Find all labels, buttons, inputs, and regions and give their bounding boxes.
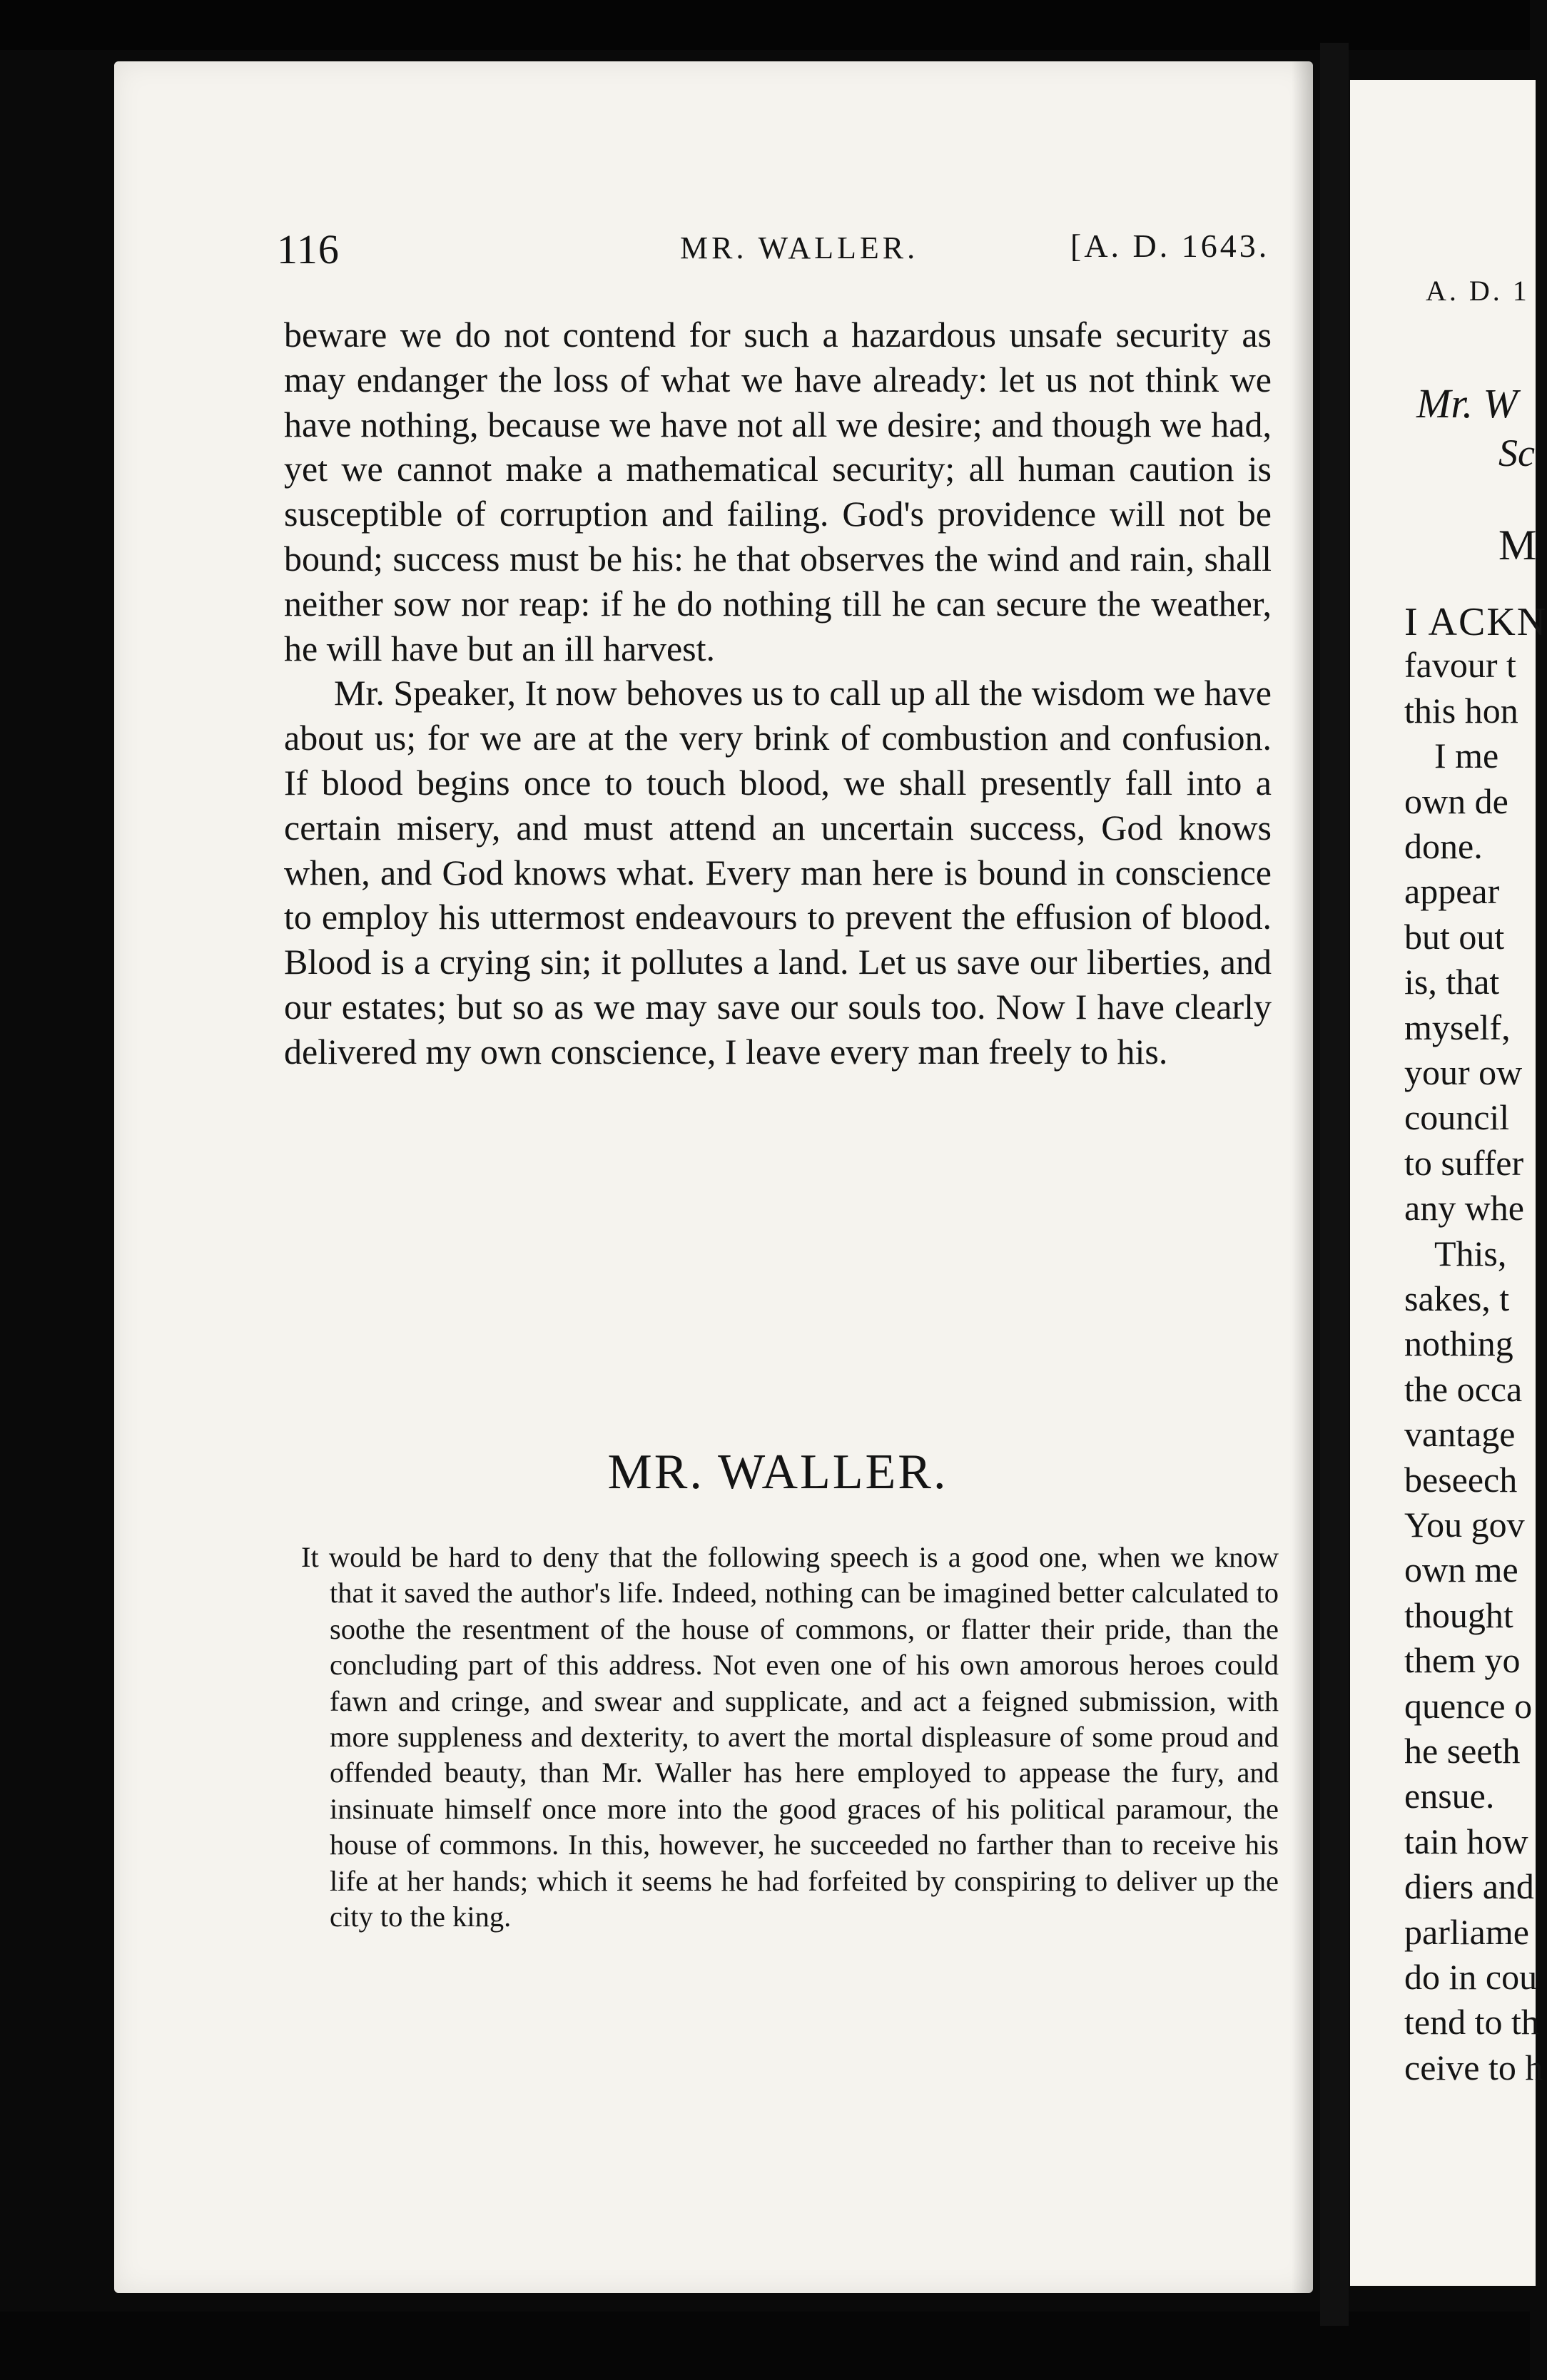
intro-paragraph: It would be hard to deny that the following speech is a good one, when we know that it saved the author's life. Indeed, nothing can be imagined better calculated to soothe the resentment of the house of commons, or flatter their pride, than the concluding part of this address. Not even one of his own amorous heroes could fawn and cringe, and swear and supplicate, and act a feigned submission, with more suppleness and dexterity, to avert the mortal displeasure of some proud and offended beauty, than Mr. Waller has here employed to appease the fury, and insinuate himself once more into the good graces of his political paramour, the house of commons. In this, however, he succeeded no farther than to receive his life at her hands; which it seems he had forfeited by conspiring to deliver up the city to the king. [301,1541,1279,1933]
right-page-line: own de [1404,780,1508,821]
right-page-line: he seeth [1404,1731,1521,1771]
body-paragraph: Mr. Speaker, It now behoves us to call up all the wisdom we have about us; for we are at the very brink of combustion and confusion. If blood begins once to touch blood, we shall presently fall into a certain misery, and must attend an uncertain success, God knows when, and God knows what. Every man here is bound in conscience to employ his uttermost endeavours to prevent the effusion of blood. Blood is a crying sin; it pollutes a land. Let us save our liberties, and our estates; but so as we may save our souls too. Now I have clearly delivered my own conscience, I leave every man freely to his. [284,673,1272,1072]
right-running-head: A. D. 1 [1426,275,1530,307]
right-page-line: vantage [1404,1414,1516,1455]
right-page-line: myself, [1404,1007,1511,1047]
right-page-line: the occa [1404,1368,1523,1409]
right-page-line: tend to th [1404,2002,1539,2043]
right-page-line: your ow [1404,1052,1523,1092]
right-page-line: This, [1434,1233,1507,1273]
right-page-line: do in cou [1404,1957,1538,1997]
right-page-line: any whe [1404,1188,1524,1229]
intro-note [301,1540,1279,1935]
right-page-line: tain how [1404,1821,1528,1861]
body-paragraph: beware we do not contend for such a hazardous unsafe security as may endanger the loss of what we have already: let us not think we have nothing, because we have not all we desire; and though we had, yet we cannot make a mathematical security; all human caution is susceptible of corruption and failing. God's providence will not be bound; success must be his: he that observes the wind and rain, shall neither sow nor reap: if he do nothing till he can secure the weather, he will have but an ill harvest. [284,315,1272,668]
right-page-line: done. [1404,826,1483,866]
right-page-line: thought [1404,1595,1513,1635]
right-page-line: council [1404,1097,1510,1138]
right-page-line: I me [1434,736,1499,776]
right-page-line: this hon [1404,690,1518,731]
page-number: 116 [277,226,340,273]
running-title: MR. WALLER. [680,230,919,265]
right-page-line: I ACKN [1404,600,1547,644]
section-title: MR. WALLER. [607,1445,948,1500]
body-text [284,312,1272,1074]
right-page-line: diers and [1404,1866,1534,1907]
right-page-line: sakes, t [1404,1278,1510,1318]
right-page-line: quence o [1404,1685,1533,1726]
running-date: [A. D. 1643. [1070,228,1270,264]
right-page-line: beseech [1404,1459,1518,1500]
right-page-line: is, that [1404,962,1500,1002]
right-page-line: You gov [1404,1505,1525,1545]
right-page-line: parliame [1404,1911,1529,1952]
right-title-fragment: Sc [1498,432,1535,474]
right-page-line: nothing [1404,1323,1513,1364]
right-page-line: but out [1404,916,1505,957]
right-page-line: own me [1404,1550,1518,1590]
gutter-shadow [1292,61,1313,2293]
right-title-fragment: Mr. W [1416,380,1518,427]
right-initial: M [1498,522,1537,569]
running-head [277,225,1276,283]
right-page-line: to suffer [1404,1142,1524,1183]
right-page-line: ceive to h [1404,2047,1543,2087]
right-page-line: them yo [1404,1640,1521,1681]
right-page-line: ensue. [1404,1776,1495,1816]
right-page-line: appear [1404,871,1500,912]
right-page-line: favour t [1404,645,1516,686]
